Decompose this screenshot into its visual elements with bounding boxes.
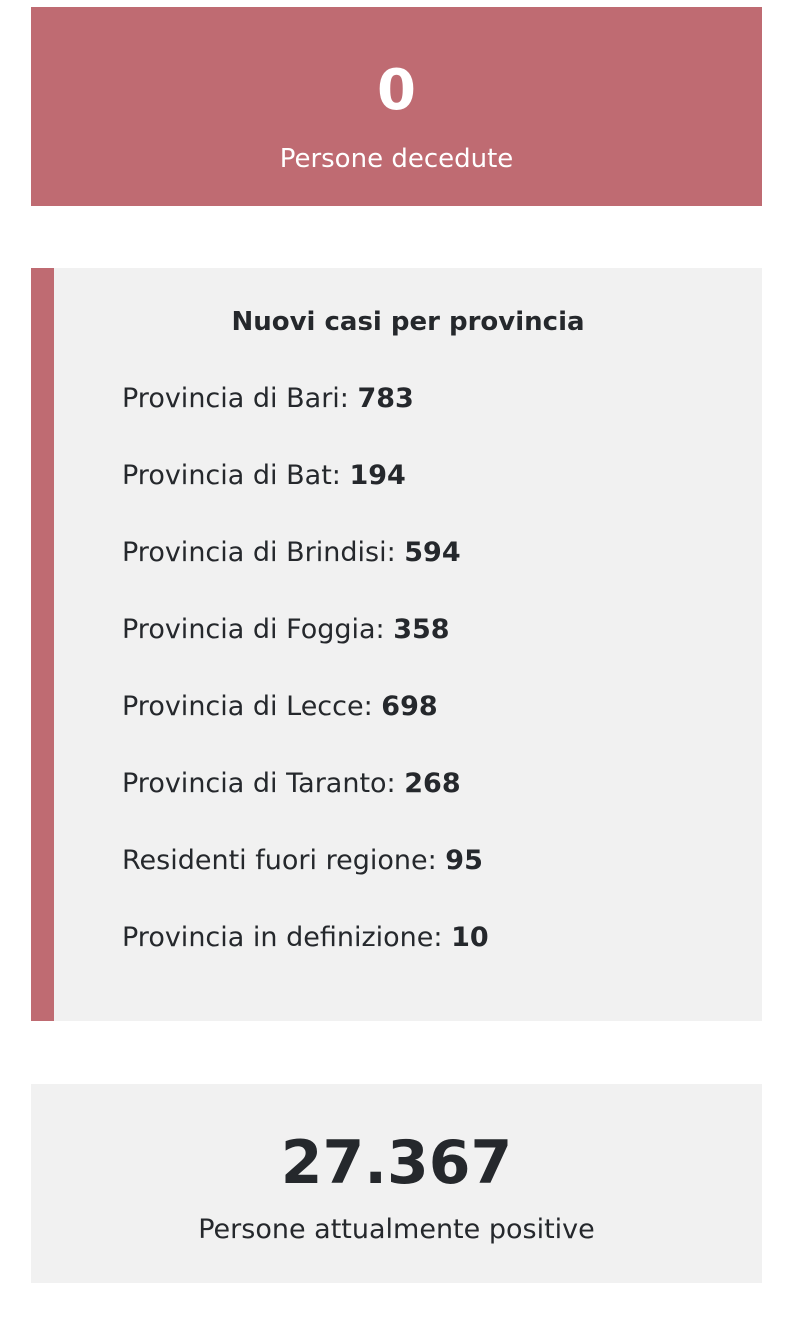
- province-item-out-of-region: [122, 843, 489, 920]
- province-item-brindisi: [122, 535, 489, 612]
- province-label: Residenti fuori regione:: [122, 845, 437, 876]
- positives-label: Persone attualmente positive: [198, 1214, 595, 1245]
- province-label: Provincia di Bari:: [122, 383, 349, 414]
- province-item-lecce: [122, 689, 489, 766]
- province-cases-card: [31, 268, 762, 1021]
- province-value: 358: [393, 614, 450, 645]
- province-value: 194: [349, 460, 406, 491]
- province-label: Provincia in definizione:: [122, 922, 443, 953]
- positives-card: [31, 1084, 762, 1283]
- accent-bar: [31, 268, 54, 1021]
- positives-count: 27.367: [280, 1128, 513, 1198]
- province-item-bari: [122, 381, 489, 458]
- province-value: 698: [381, 691, 438, 722]
- province-label: Provincia di Bat:: [122, 460, 341, 491]
- province-list: [122, 381, 489, 997]
- province-item-bat: [122, 458, 489, 535]
- deaths-card: [31, 7, 762, 206]
- province-label: Provincia di Lecce:: [122, 691, 373, 722]
- province-value: 783: [357, 383, 414, 414]
- province-cases-title: Nuovi casi per provincia: [231, 307, 585, 337]
- province-value: 594: [404, 537, 461, 568]
- province-item-undefined: [122, 920, 489, 997]
- province-item-taranto: [122, 766, 489, 843]
- deaths-label: Persone decedute: [279, 144, 514, 174]
- province-value: 268: [404, 768, 461, 799]
- province-value: 10: [451, 922, 489, 953]
- province-value: 95: [445, 845, 483, 876]
- province-label: Provincia di Foggia:: [122, 614, 385, 645]
- province-item-foggia: [122, 612, 489, 689]
- deaths-count: 0: [377, 58, 416, 123]
- province-label: Provincia di Taranto:: [122, 768, 396, 799]
- province-label: Provincia di Brindisi:: [122, 537, 396, 568]
